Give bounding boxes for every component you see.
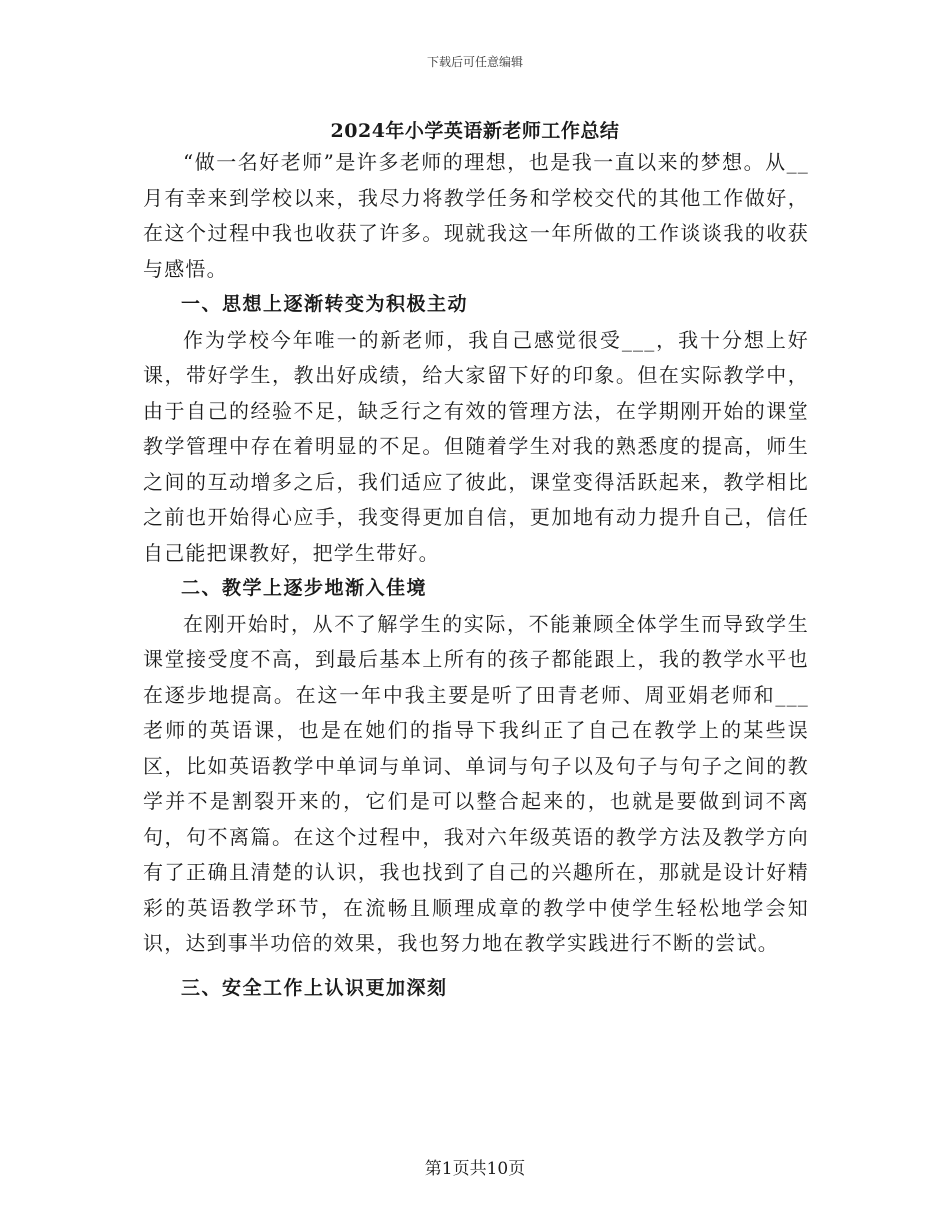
page-footer: 第1页共10页	[424, 1159, 526, 1179]
document-body	[143, 145, 809, 1006]
section-heading-3: 三、安全工作上认识更加深刻	[181, 976, 448, 999]
header-note: 下载后可任意编辑	[426, 55, 523, 69]
section-heading-1: 一、思想上逐渐转变为积极主动	[181, 293, 469, 315]
section-heading-2: 二、教学上逐步地渐入佳境	[181, 577, 428, 599]
section-paragraph-1: 作为学校今年唯一的新老师，我自己感觉很受___，我十分想上好课，带好学生，教出好成绩，给大家留下好的印象。但在实际教学中，由于自己的经验不足，缺乏行之有效的管理方法，在学期刚开始的课堂教学管理中存在着明显的不足。但随着学生对我的熟悉度的提高，师生之间的互动增多之后，我们适应了彼此，课堂变得活跃起来，教学相比之前也开始得心应手，我变得更加自信，更加地有动力提升自己，信任自己能把课教好，把学生带好。	[143, 327, 809, 565]
section-paragraph-2: 在刚开始时，从不了解学生的实际，不能兼顾全体学生而导致学生课堂接受度不高，到最后基本上所有的孩子都能跟上，我的教学水平也在逐步地提高。在这一年中我主要是听了田青老师、周亚娟老师和___老师的英语课，也是在她们的指导下我纠正了自己在教学上的某些误区，比如英语教学中单词与单词、单词与句子以及句子与句子之间的教学并不是割裂开来的，它们是可以整合起来的，也就是要做到词不离句，句不离篇。在这个过程中，我对六年级英语的教学方法及教学方向有了正确且清楚的认识，我也找到了自己的兴趣所在，那就是设计好精彩的英语教学环节，在流畅且顺理成章的教学中使学生轻松地学会知识，达到事半功倍的效果，我也努力地在教学实践进行不断的尝试。	[143, 611, 809, 955]
document-title: 2024年小学英语新老师工作总结	[330, 120, 620, 142]
intro-paragraph: “做一名好老师”是许多老师的理想，也是我一直以来的梦想。从__月有幸来到学校以来，我尽力将教学任务和学校交代的其他工作做好，在这个过程中我也收获了许多。现就我这一年所做的工作谈谈我的收获与感悟。	[143, 150, 809, 281]
